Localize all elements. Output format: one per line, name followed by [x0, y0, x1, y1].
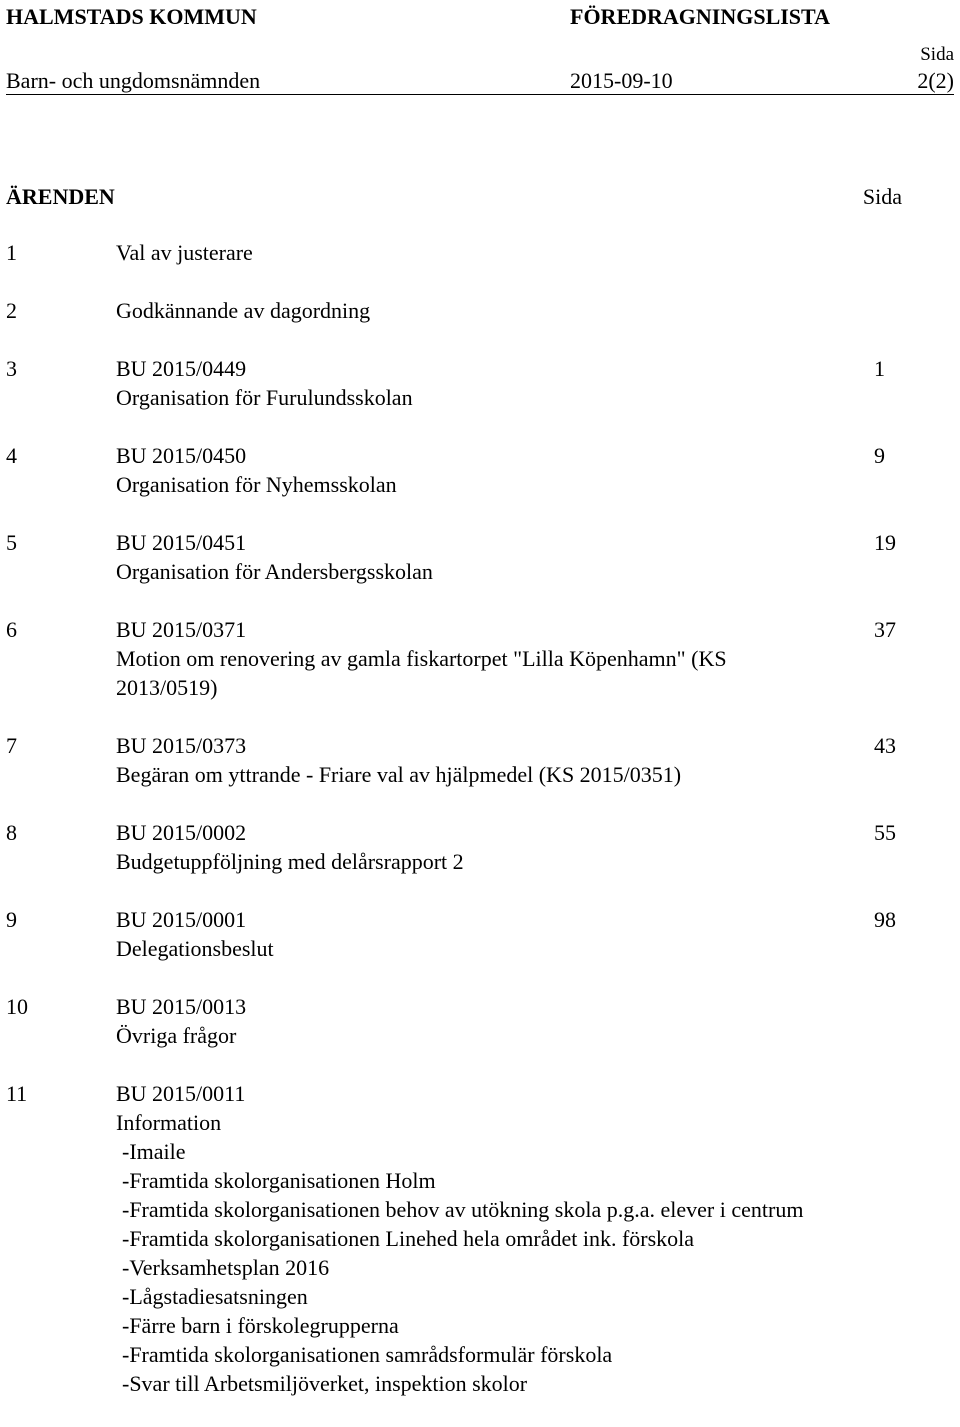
organization-name: HALMSTADS KOMMUN [6, 4, 257, 29]
page-label: Sida [920, 44, 954, 65]
item-title: Budgetuppföljning med delårsrapport 2 [116, 849, 464, 874]
item-case-number: BU 2015/0002 [116, 820, 247, 845]
item-body [116, 238, 816, 267]
page-header [6, 0, 954, 96]
item-number: 2 [6, 298, 17, 323]
item-title: Information [116, 1110, 222, 1135]
item-body [116, 354, 816, 412]
agenda-item [6, 818, 906, 876]
item-case-number: BU 2015/0011 [116, 1081, 246, 1106]
agenda-item [6, 354, 906, 412]
information-point: -Framtida skolorganisationen behov av utökning skola p.g.a. elever i centrum [122, 1197, 804, 1222]
item-page-number: 43 [874, 733, 896, 758]
item-number: 5 [6, 530, 17, 555]
information-point: -Svar till Arbetsmiljöverket, inspektion skolor [122, 1371, 528, 1396]
agenda-item-information [6, 1079, 906, 1398]
item-number: 10 [6, 994, 28, 1019]
agenda-items [6, 238, 906, 1427]
item-title: Begäran om yttrande - Friare val av hjälpmedel (KS 2015/0351) [116, 762, 682, 787]
item-title: Delegationsbeslut [116, 936, 274, 961]
item-page-number: 55 [874, 820, 896, 845]
item-case-number: BU 2015/0001 [116, 907, 247, 932]
information-point: -Framtida skolorganisationen Holm [122, 1168, 436, 1193]
committee-name: Barn- och ungdomsnämnden [6, 68, 261, 93]
item-body [116, 731, 816, 789]
agenda-item [6, 905, 906, 963]
page-column-label: Sida [862, 184, 902, 209]
agenda-item [6, 296, 906, 325]
agenda-item [6, 731, 906, 789]
document-type: FÖREDRAGNINGSLISTA [570, 4, 830, 29]
item-page-number: 37 [874, 617, 896, 642]
item-title: Val av justerare [116, 240, 253, 265]
information-point: -Framtida skolorganisationen samrådsformulär förskola [122, 1342, 613, 1367]
agenda-item [6, 992, 906, 1050]
item-number: 11 [6, 1081, 28, 1106]
agenda-item [6, 615, 906, 702]
item-body [116, 441, 816, 499]
item-page-number: 19 [874, 530, 896, 555]
item-number: 1 [6, 240, 17, 265]
item-body [116, 615, 816, 702]
information-point: -Imaile [122, 1139, 186, 1164]
agenda-item [6, 528, 906, 586]
page-number: 2(2) [917, 68, 954, 93]
item-number: 9 [6, 907, 17, 932]
information-point: -Framtida skolorganisationen Linehed hela området ink. förskola [122, 1226, 695, 1251]
item-case-number: BU 2015/0371 [116, 617, 247, 642]
agenda-heading [6, 184, 902, 214]
header-bottom-row [6, 68, 954, 95]
item-title: Övriga frågor [116, 1023, 237, 1048]
item-case-number: BU 2015/0013 [116, 994, 247, 1019]
item-body [116, 528, 816, 586]
item-case-number: BU 2015/0449 [116, 356, 247, 381]
item-title: Motion om renovering av gamla fiskartorpet "Lilla Köpenhamn" (KS 2013/0519) [116, 646, 727, 700]
item-page-number: 98 [874, 907, 896, 932]
item-body [116, 1079, 816, 1398]
item-number: 8 [6, 820, 17, 845]
item-body [116, 296, 816, 325]
header-top-row [6, 4, 954, 32]
item-body [116, 818, 816, 876]
section-title: ÄRENDEN [6, 184, 115, 209]
information-point: -Lågstadiesatsningen [122, 1284, 308, 1309]
item-title: Godkännande av dagordning [116, 298, 371, 323]
meeting-date: 2015-09-10 [570, 68, 673, 93]
item-page-number: 9 [874, 443, 885, 468]
item-case-number: BU 2015/0450 [116, 443, 247, 468]
item-page-number: 1 [874, 356, 885, 381]
information-point: -Färre barn i förskolegrupperna [122, 1313, 399, 1338]
item-body [116, 905, 816, 963]
agenda-item [6, 238, 906, 267]
item-number: 4 [6, 443, 17, 468]
item-title: Organisation för Nyhemsskolan [116, 472, 397, 497]
item-title: Organisation för Furulundsskolan [116, 385, 413, 410]
item-number: 3 [6, 356, 17, 381]
item-number: 7 [6, 733, 17, 758]
item-case-number: BU 2015/0373 [116, 733, 247, 758]
information-point: -Verksamhetsplan 2016 [122, 1255, 330, 1280]
agenda-item [6, 441, 906, 499]
item-case-number: BU 2015/0451 [116, 530, 247, 555]
item-title: Organisation för Andersbergsskolan [116, 559, 433, 584]
item-body [116, 992, 816, 1050]
item-number: 6 [6, 617, 17, 642]
